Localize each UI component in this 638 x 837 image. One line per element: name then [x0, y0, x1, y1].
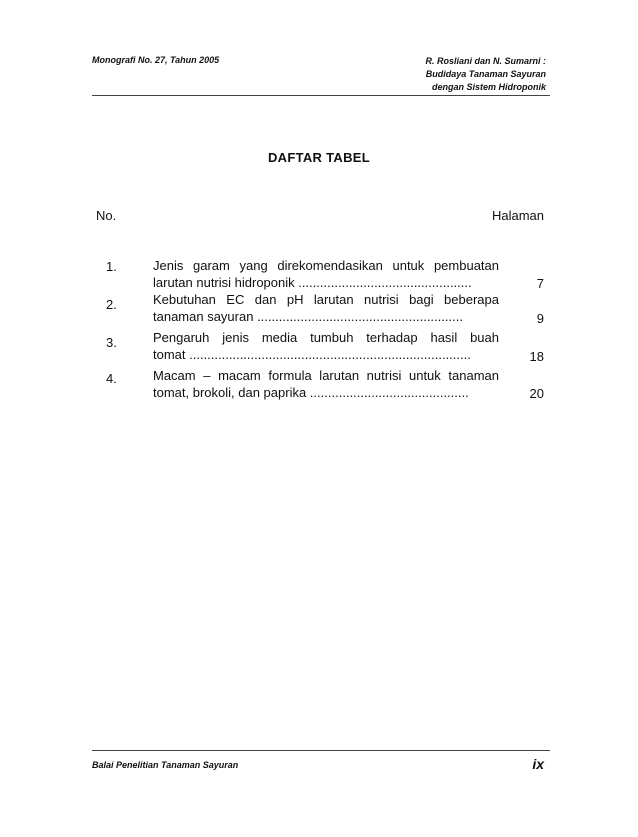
row-page: 7: [536, 276, 544, 291]
row-title: [153, 291, 499, 325]
row-title-line: Kebutuhan EC dan pH larutan nutrisi bagi beberapa: [153, 292, 499, 307]
row-page: 9: [536, 311, 544, 326]
row-number: 1.: [106, 259, 117, 274]
column-header-no: No.: [96, 208, 117, 223]
page-title: DAFTAR TABEL: [267, 150, 371, 165]
row-title-line: larutan nutrisi hidroponik ................................................: [153, 275, 472, 290]
row-title-line: Jenis garam yang direkomendasikan untuk pembuatan: [153, 258, 499, 273]
row-number: 3.: [106, 335, 117, 350]
footer-institution: Balai Penelitian Tanaman Sayuran: [92, 760, 239, 770]
header-rule: [92, 95, 550, 96]
row-title: [153, 257, 499, 291]
header-subtitle-line: Budidaya Tanaman Sayuran: [425, 69, 546, 79]
row-title-line: tomat ..............................................................................: [153, 347, 471, 362]
footer-rule: [92, 750, 550, 751]
row-number: 2.: [106, 297, 117, 312]
row-title: [153, 329, 499, 363]
row-title-line: tomat, brokoli, dan paprika ............................................: [153, 385, 469, 400]
page-number: ix: [532, 756, 544, 772]
column-header-halaman: Halaman: [491, 208, 544, 223]
row-page: 18: [529, 349, 544, 364]
header-subtitle-line: dengan Sistem Hidroponik: [431, 82, 546, 92]
row-title-line: Pengaruh jenis media tumbuh terhadap hasil buah: [153, 330, 499, 345]
row-title: [153, 367, 499, 401]
row-title-line: Macam – macam formula larutan nutrisi untuk tanaman: [153, 368, 499, 383]
row-number: 4.: [106, 371, 117, 386]
header-authors-line: R. Rosliani dan N. Sumarni :: [425, 56, 546, 66]
row-title-line: tanaman sayuran .........................................................: [153, 309, 463, 324]
row-page: 20: [529, 386, 544, 401]
header-publication: Monografi No. 27, Tahun 2005: [92, 55, 220, 65]
header-authors: [380, 55, 546, 94]
